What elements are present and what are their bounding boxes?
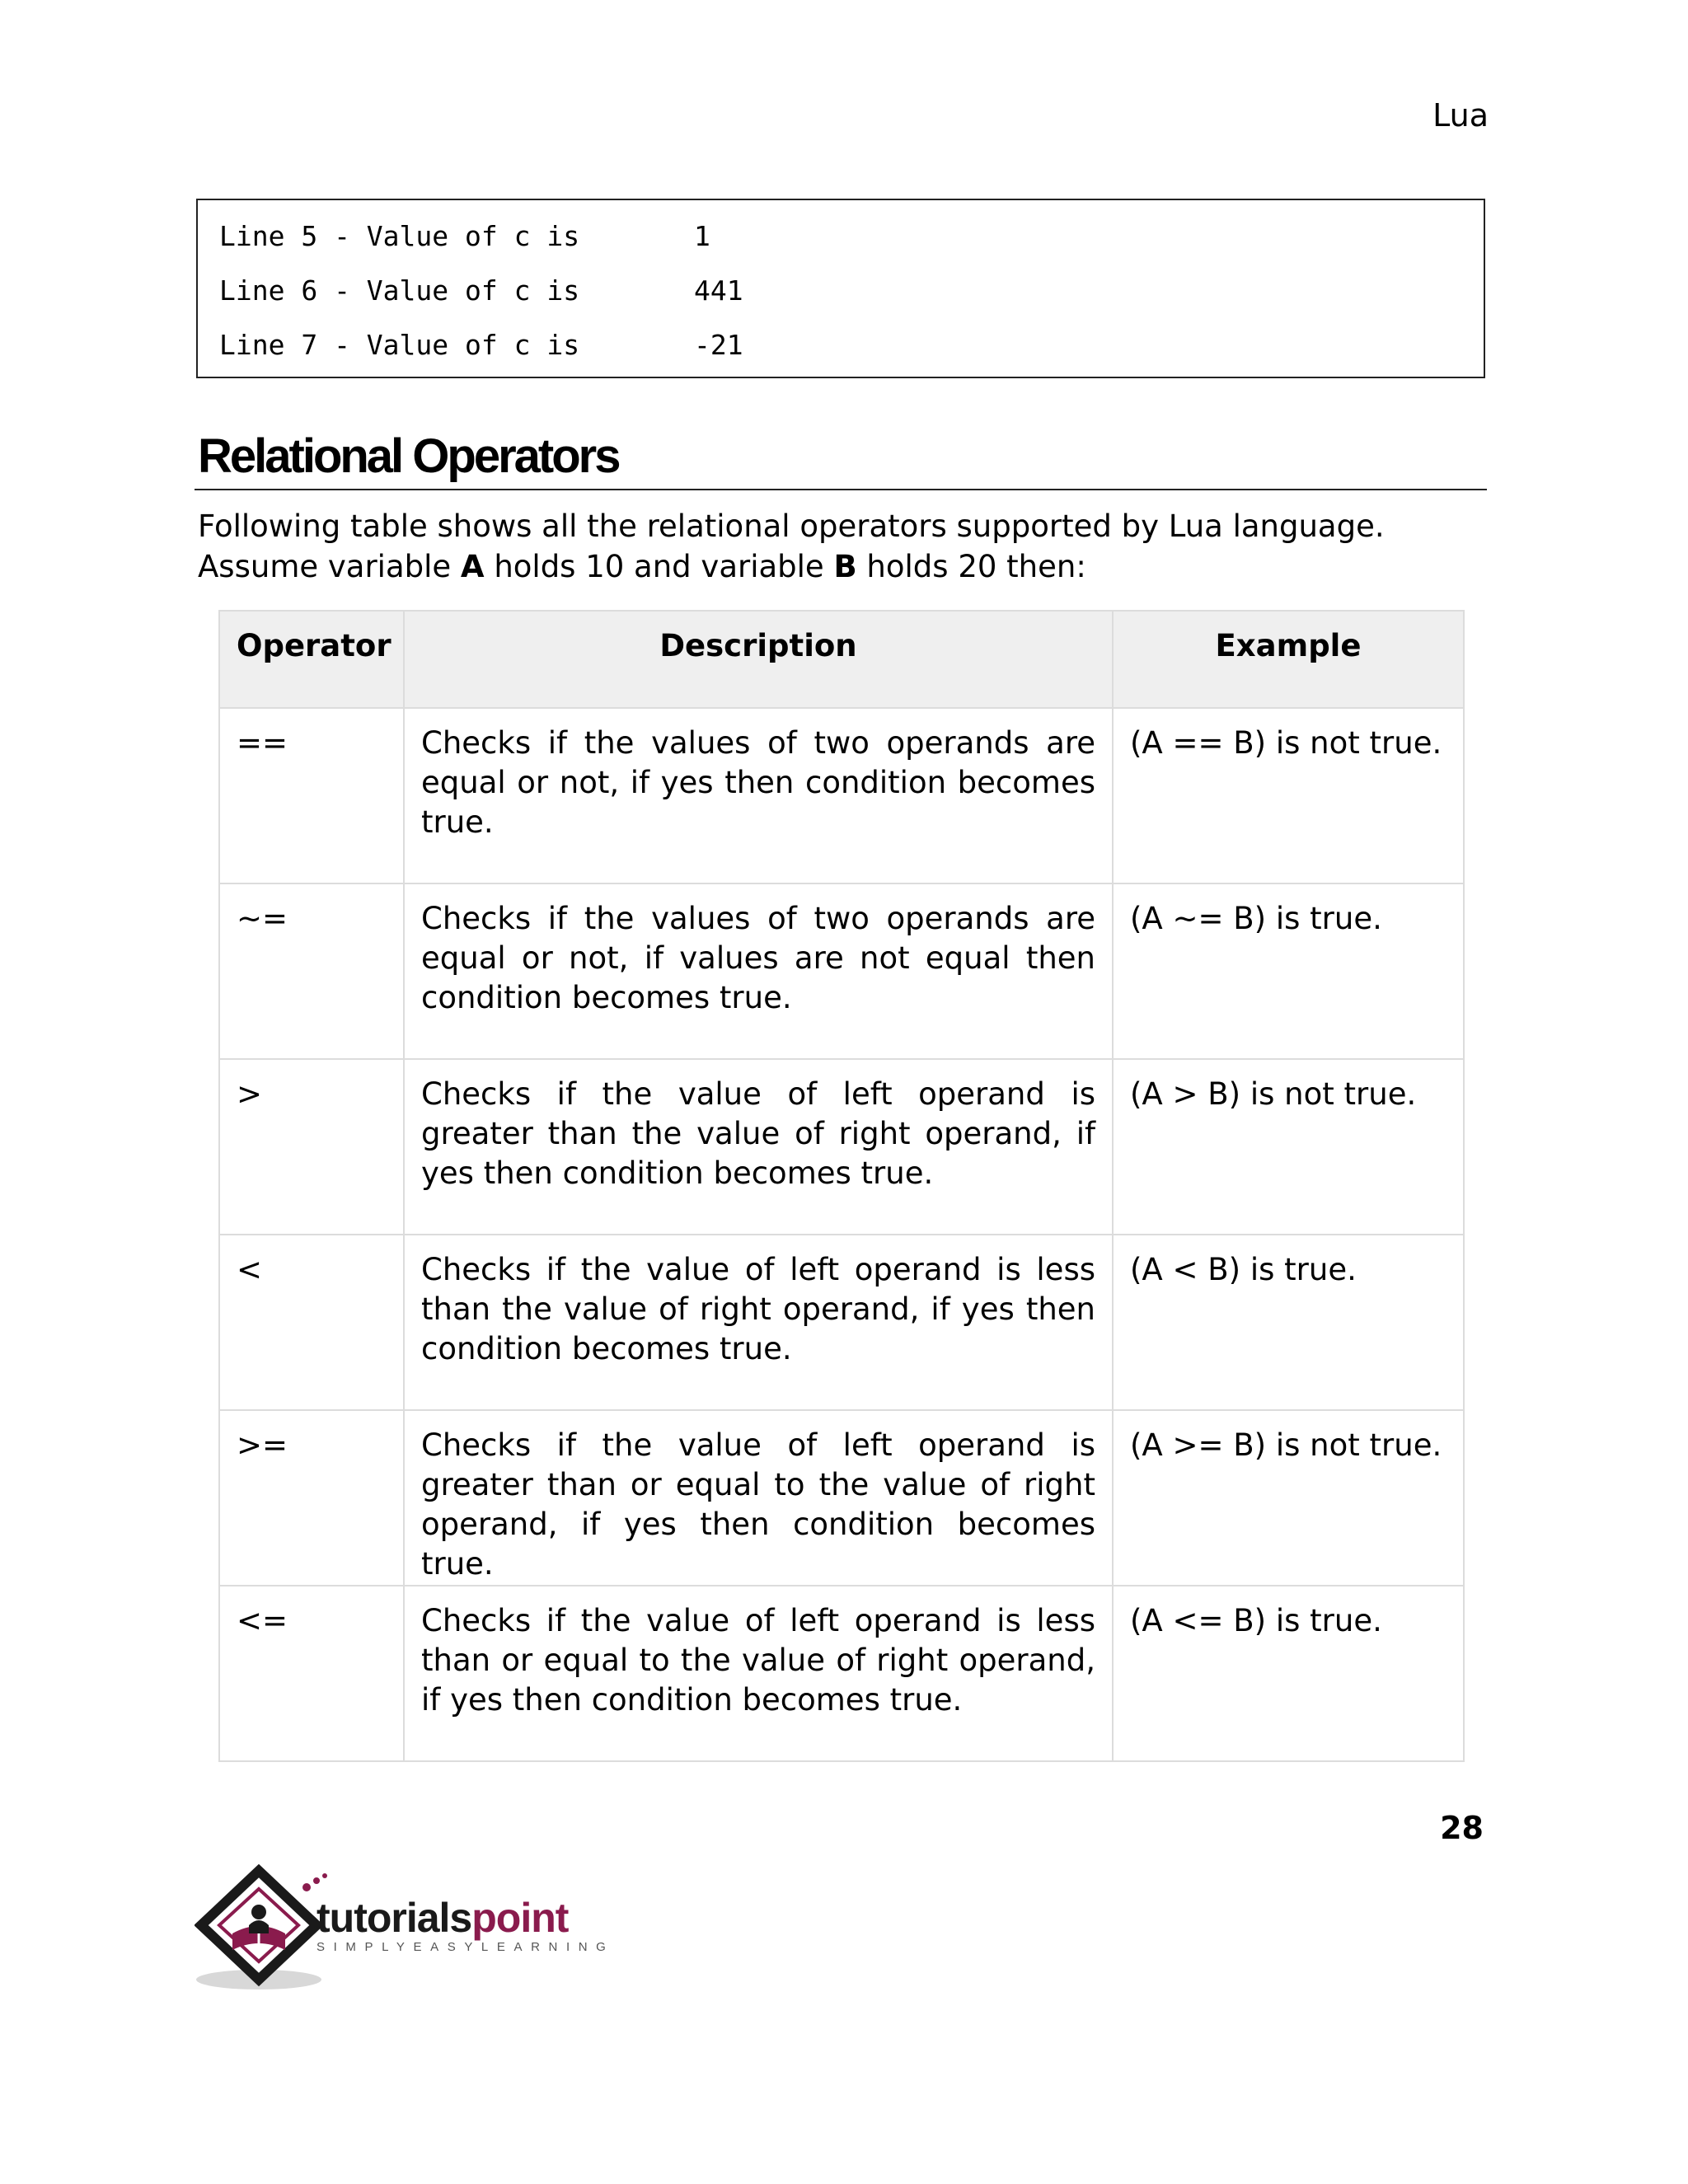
description-cell: Checks if the value of left operand is greater than the value of right operand, if yes then condition becomes true. [404, 1059, 1113, 1235]
code-line-label: Line 6 - Value of c is [219, 274, 580, 307]
intro-text: holds 20 then: [856, 549, 1086, 584]
code-line [219, 326, 1462, 380]
table-row [219, 1235, 1464, 1410]
code-line-label: Line 5 - Value of c is [219, 220, 580, 252]
logo-wordmark [316, 1894, 568, 1942]
table-row [219, 1410, 1464, 1586]
description-cell: Checks if the value of left operand is less than or equal to the value of right operand, if yes then condition becomes true. [404, 1586, 1113, 1761]
logo-text-accent: point [471, 1895, 569, 1941]
operator-cell: > [219, 1059, 404, 1235]
description-cell: Checks if the value of left operand is less than the value of right operand, if yes then condition becomes true. [404, 1235, 1113, 1410]
logo-text-dark: tutorials [316, 1895, 472, 1941]
table-row [219, 1586, 1464, 1761]
description-cell: Checks if the values of two operands are equal or not, if yes then condition becomes true. [404, 708, 1113, 883]
operator-cell: == [219, 708, 404, 883]
intro-text: holds 10 and variable [484, 549, 834, 584]
example-cell: (A > B) is not true. [1113, 1059, 1464, 1235]
section-title: Relational Operators [198, 429, 619, 483]
code-line [219, 271, 1462, 326]
code-output-box [196, 199, 1485, 378]
example-cell: (A ~= B) is true. [1113, 883, 1464, 1059]
page-number: 28 [1440, 1810, 1484, 1846]
running-header: Lua [1432, 97, 1489, 134]
code-line-value: 441 [694, 274, 743, 307]
header-description: Description [404, 611, 1113, 708]
table-header-row [219, 611, 1464, 708]
intro-text: Following table shows all the relational operators supported by Lua language. Assume variable [198, 509, 1385, 584]
code-line-value: 1 [694, 220, 710, 252]
description-cell: Checks if the values of two operands are equal or not, if values are not equal then condition becomes true. [404, 883, 1113, 1059]
operator-cell: <= [219, 1586, 404, 1761]
operator-cell: ~= [219, 883, 404, 1059]
example-cell: (A >= B) is not true. [1113, 1410, 1464, 1586]
logo-tagline: SIMPLYEASYLEARNING [316, 1940, 615, 1954]
header-operator: Operator [219, 611, 404, 708]
example-cell: (A <= B) is true. [1113, 1586, 1464, 1761]
example-cell: (A < B) is true. [1113, 1235, 1464, 1410]
operator-cell: < [219, 1235, 404, 1410]
operators-table [218, 610, 1465, 1762]
operator-cell: >= [219, 1410, 404, 1586]
code-line-label: Line 7 - Value of c is [219, 329, 580, 361]
code-line-value: -21 [694, 329, 743, 361]
table-row [219, 708, 1464, 883]
table-row [219, 1059, 1464, 1235]
table-row [219, 883, 1464, 1059]
code-line [219, 217, 1462, 271]
intro-variable-a: A [460, 549, 485, 584]
header-example: Example [1113, 611, 1464, 708]
title-divider [195, 489, 1487, 490]
example-cell: (A == B) is not true. [1113, 708, 1464, 883]
description-cell: Checks if the value of left operand is greater than or equal to the value of right operand, if yes then condition becomes true. [404, 1410, 1113, 1586]
intro-variable-b: B [833, 549, 857, 584]
intro-paragraph [198, 506, 1492, 587]
